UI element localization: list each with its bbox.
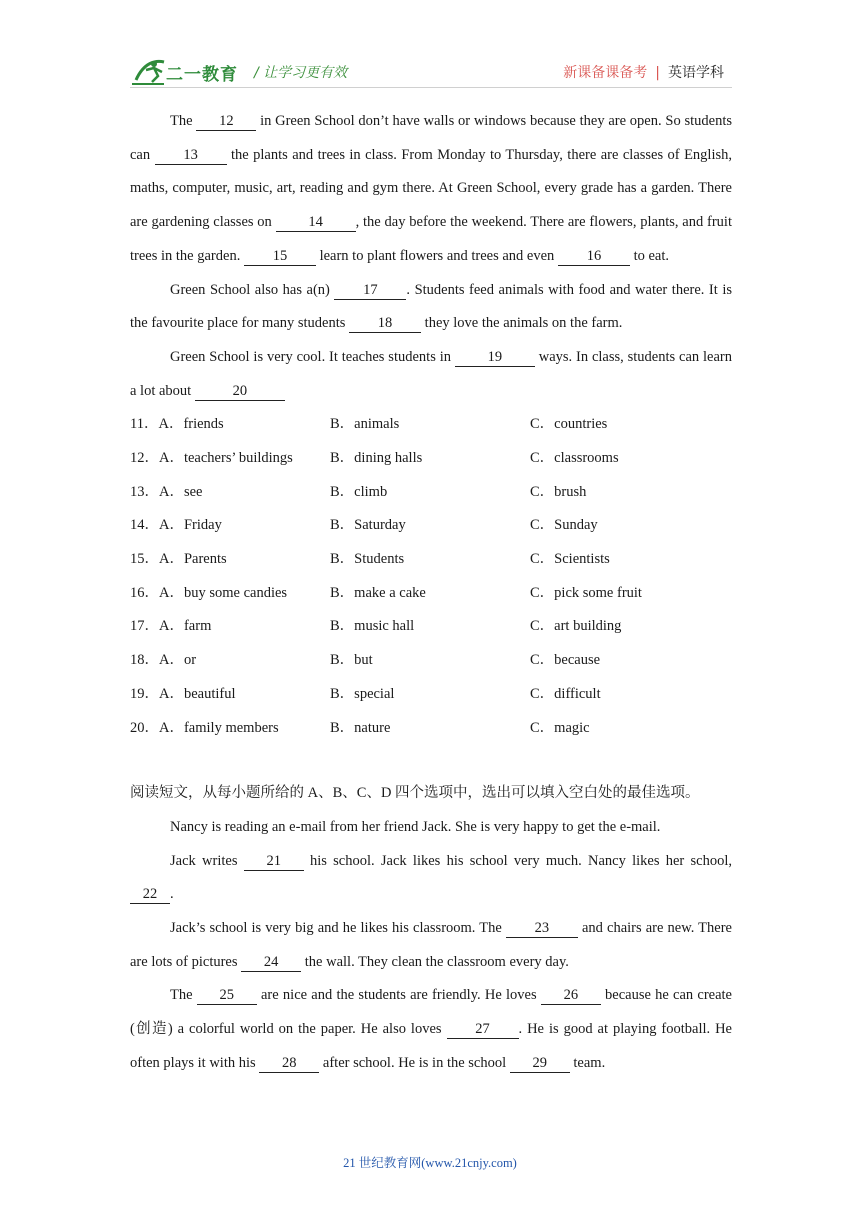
- blank-22: 22: [130, 886, 170, 904]
- passage2-paragraph1: Nancy is reading an e-mail from her friend Jack. She is very happy to get the e-mail.: [170, 818, 661, 835]
- option-a: A．buy some candies: [159, 584, 288, 601]
- option-row-16: [130, 577, 732, 611]
- option-a: A．Parents: [159, 551, 227, 568]
- option-a: A．teachers’ buildings: [159, 450, 293, 467]
- passage2-paragraph4: [130, 979, 732, 1080]
- text: are nice and the students are friendly. He loves: [256, 987, 541, 1004]
- question-number: 20．: [130, 719, 159, 736]
- option-row-12: [130, 442, 732, 476]
- text: they love the animals on the farm.: [421, 315, 623, 332]
- passage2-paragraph3: [130, 912, 732, 979]
- option-c: C．Sunday: [530, 517, 598, 534]
- option-b: B．dining halls: [330, 450, 423, 467]
- option-c: C．because: [530, 652, 601, 669]
- blank-28: 28: [259, 1055, 319, 1073]
- option-a: A．or: [159, 652, 197, 669]
- text: to eat.: [629, 247, 669, 264]
- option-a: A．family members: [159, 719, 279, 736]
- option-b: B．climb: [330, 483, 388, 500]
- question-number: 15．: [130, 551, 159, 568]
- question-number: 16．: [130, 584, 159, 601]
- text: Jack writes: [170, 852, 244, 869]
- option-b: B．Saturday: [330, 517, 406, 534]
- passage1-paragraph3: [130, 341, 732, 408]
- text: , the day before the weekend. There are flowers, plants, and fruit trees in the garden.: [130, 214, 732, 264]
- header-separator: |: [655, 65, 660, 81]
- options-list: [130, 408, 732, 745]
- blank-16: 16: [558, 248, 630, 266]
- question-number: 11．: [130, 416, 159, 433]
- blank-20: 20: [195, 383, 285, 401]
- blank-15: 15: [244, 248, 316, 266]
- text: learn to plant flowers and trees and even: [315, 247, 558, 264]
- text: team.: [569, 1054, 606, 1071]
- blank-13: 13: [155, 147, 227, 165]
- option-b: B．but: [330, 652, 373, 669]
- text: Green School is very cool. It teaches students in: [170, 348, 455, 365]
- section-instruction: 阅读短文，从每小题所给的 A、B、C、D 四个选项中，选出可以填入空白处的最佳选项。: [130, 785, 700, 802]
- option-row-14: [130, 509, 732, 543]
- option-c: C．difficult: [530, 685, 601, 702]
- option-b: B．nature: [330, 719, 391, 736]
- blank-14: 14: [276, 214, 356, 232]
- option-b: B．animals: [330, 416, 400, 433]
- option-row-15: [130, 543, 732, 577]
- option-row-11: [130, 408, 732, 442]
- blank-23: 23: [506, 920, 578, 938]
- option-row-13: [130, 476, 732, 510]
- blank-25: 25: [197, 987, 257, 1005]
- option-c: C．pick some fruit: [530, 584, 642, 601]
- question-number: 13．: [130, 483, 159, 500]
- option-c: C．classrooms: [530, 450, 619, 467]
- passage2-paragraph2: [130, 845, 732, 912]
- option-a: A．farm: [159, 618, 212, 635]
- option-a: A．see: [159, 483, 203, 500]
- blank-27: 27: [447, 1021, 519, 1039]
- option-b: B．special: [330, 685, 395, 702]
- option-row-18: [130, 644, 732, 678]
- text: the wall. They clean the classroom every day.: [301, 953, 569, 970]
- header-subject: [563, 62, 724, 82]
- question-number: 19．: [130, 685, 159, 702]
- option-c: C．Scientists: [530, 551, 610, 568]
- text: . Students feed animals with food and water there. It is the favourite place for many students: [130, 281, 732, 332]
- option-b: B．music hall: [330, 618, 415, 635]
- option-row-19: [130, 678, 732, 712]
- logo-text: 二一教育: [166, 65, 238, 85]
- text: Green School also has a(n): [170, 281, 335, 298]
- passage1-paragraph2: [130, 274, 732, 341]
- option-a: A．beautiful: [159, 685, 236, 702]
- passage1-paragraph1: [130, 105, 732, 274]
- text: his school. Jack likes his school very much. Nancy likes her school,: [303, 852, 732, 869]
- page-header: [130, 56, 732, 88]
- option-a: A．Friday: [159, 517, 222, 534]
- text: in Green School don’t have walls or windows because they are open. So students can: [130, 113, 732, 163]
- option-b: B．Students: [330, 551, 405, 568]
- option-c: C．magic: [530, 719, 590, 736]
- text: Jack’s school is very big and he likes his classroom. The: [170, 920, 506, 937]
- header-divider: [130, 87, 732, 88]
- page-footer: 21 世纪教育网(www.21cnjy.com): [343, 1156, 517, 1170]
- option-c: C．brush: [530, 483, 587, 500]
- header-subject-name: 英语学科: [668, 65, 724, 81]
- blank-21: 21: [244, 853, 304, 871]
- option-row-20: [130, 712, 732, 746]
- blank-17: 17: [334, 282, 406, 300]
- option-b: B．make a cake: [330, 584, 426, 601]
- text: the plants and trees in class. From Monday to Thursday, there are classes of English, maths, computer, music, art, reading and gym there. At Green School, every grade has a garden. There are gardening classes on: [130, 146, 732, 231]
- text: and chairs are new. There are lots of pictures: [130, 920, 732, 970]
- option-row-17: [130, 610, 732, 644]
- option-c: C．art building: [530, 618, 622, 635]
- text: ways. In class, students can learn a lot about: [130, 348, 732, 399]
- blank-24: 24: [241, 954, 301, 972]
- option-c: C．countries: [530, 416, 608, 433]
- text: because he can create (创造) a colorful world on the paper. He also loves: [130, 987, 732, 1038]
- text: .: [170, 886, 174, 903]
- blank-19: 19: [455, 349, 535, 367]
- blank-29: 29: [510, 1055, 570, 1073]
- document-body: [130, 105, 732, 1081]
- question-number: 12．: [130, 450, 159, 467]
- header-series: 新课备课备考: [563, 65, 648, 81]
- option-a: A．friends: [158, 416, 224, 433]
- question-number: 14．: [130, 517, 159, 534]
- text: The: [170, 113, 197, 129]
- blank-18: 18: [349, 315, 421, 333]
- text: after school. He is in the school: [319, 1054, 510, 1071]
- blank-26: 26: [541, 987, 601, 1005]
- slogan: / 让学习更有效: [254, 65, 348, 81]
- text: The: [170, 987, 197, 1004]
- blank-12: 12: [196, 113, 256, 131]
- question-number: 17．: [130, 618, 159, 635]
- question-number: 18．: [130, 652, 159, 669]
- text: . He is good at playing football. He often plays it with his: [130, 1021, 732, 1071]
